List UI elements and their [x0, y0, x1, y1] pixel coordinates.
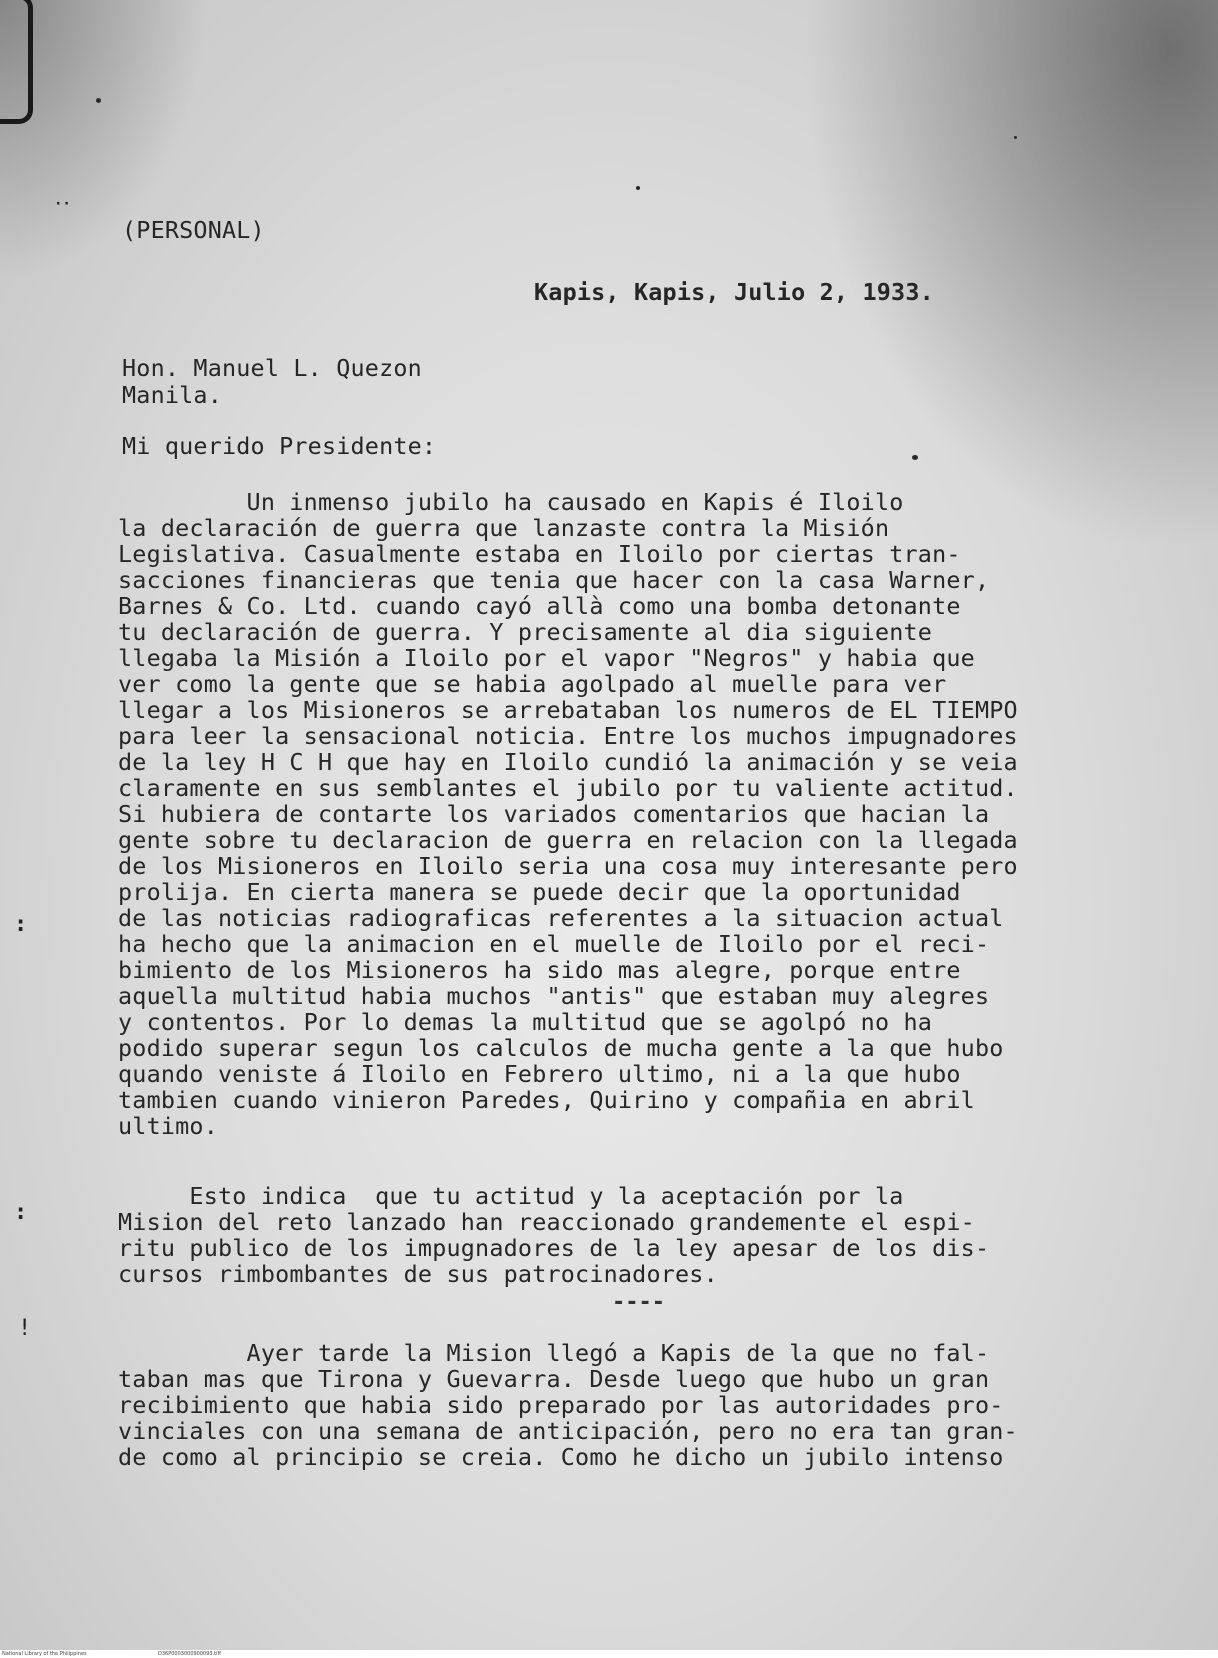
dust-speck	[96, 98, 101, 103]
body-line: Barnes & Co. Ltd. cuando cayó allà como una bomba detonante	[118, 592, 961, 620]
body-line: de la ley H C H que hay en Iloilo cundió la animación y se veia	[118, 748, 1018, 776]
body-line: quando veniste á Iloilo en Febrero ultimo, ni a la que hubo	[118, 1060, 961, 1088]
dust-speck	[1014, 136, 1017, 139]
body-line: bimiento de los Misioneros ha sido mas alegre, porque entre	[118, 956, 961, 984]
body-line: aquella multitud habia muchos "antis" que estaban muy alegres	[118, 982, 990, 1010]
body-line: gente sobre tu declaracion de guerra en relacion con la llegada	[118, 826, 1018, 854]
body-line: llegaba la Misión a Iloilo por el vapor "Negros" y habia que	[118, 644, 975, 672]
body-line: la declaración de guerra que lanzaste contra la Misión	[118, 514, 890, 542]
body-line: de como al principio se creia. Como he dicho un jubilo intenso	[118, 1443, 1004, 1471]
binder-clip	[0, 0, 33, 124]
margin-colon: :	[14, 912, 28, 937]
dust-speck	[636, 186, 640, 190]
body-line: recibimiento que habia sido preparado por las autoridades pro-	[118, 1391, 1004, 1419]
body-line: ha hecho que la animacion en el muelle de Iloilo por el reci-	[118, 930, 990, 958]
dust-speck	[912, 455, 918, 460]
body-line: de las noticias radiograficas referentes a la situacion actual	[118, 904, 1004, 932]
salutation: Mi querido Presidente:	[122, 432, 437, 460]
body-line: Mision del reto lanzado han reaccionado grandemente el espi-	[118, 1208, 975, 1236]
body-line: ver como la gente que se habia agolpado al muelle para ver	[118, 670, 947, 698]
body-line: Un inmenso jubilo ha causado en Kapis é Iloilo	[118, 488, 904, 516]
body-line: ritu publico de los impugnadores de la ley apesar de los dis-	[118, 1234, 990, 1262]
body-line: sacciones financieras que tenia que hacer con la casa Warner,	[118, 566, 990, 594]
footer-file-id: D36P0003000900093.tiff	[158, 1651, 221, 1657]
margin-dots: ··	[54, 196, 71, 212]
recipient-city: Manila.	[122, 381, 222, 409]
body-line: para leer la sensacional noticia. Entre los muchos impugnadores	[118, 722, 1018, 750]
body-line: tu declaración de guerra. Y precisamente al dia siguiente	[118, 618, 933, 646]
body-line: de los Misioneros en Iloilo seria una cosa muy interesante pero	[118, 852, 1018, 880]
personal-marking: (PERSONAL)	[122, 216, 265, 244]
body-line: prolija. En cierta manera se puede decir que la oportunidad	[118, 878, 961, 906]
body-line: vinciales con una semana de anticipación, pero no era tan gran-	[118, 1417, 1018, 1445]
body-line: podido superar segun los calculos de mucha gente a la que hubo	[118, 1034, 1004, 1062]
recipient-name: Hon. Manuel L. Quezon	[122, 354, 422, 382]
body-line: Si hubiera de contarte los variados comentarios que hacian la	[118, 800, 990, 828]
section-separator: ----	[612, 1290, 665, 1315]
body-line: cursos rimbombantes de sus patrocinadores.	[118, 1260, 718, 1288]
footer-institution: National Library of the Philippines	[2, 1651, 87, 1657]
body-line: Legislativa. Casualmente estaba en Iloilo por ciertas tran-	[118, 540, 961, 568]
body-line: tambien cuando vinieron Paredes, Quirino y compañia en abril	[118, 1086, 975, 1114]
archive-footer	[0, 1650, 1218, 1658]
body-line: Ayer tarde la Mision llegó a Kapis de la que no fal-	[118, 1339, 990, 1367]
place-and-date: Kapis, Kapis, Julio 2, 1933.	[534, 278, 934, 306]
margin-colon: :	[14, 1200, 28, 1225]
body-line: Esto indica que tu actitud y la aceptación por la	[118, 1182, 904, 1210]
body-line: claramente en sus semblantes el jubilo por tu valiente actitud.	[118, 774, 1018, 802]
margin-tick: !	[18, 1316, 32, 1341]
body-line: llegar a los Misioneros se arrebataban los numeros de EL TIEMPO	[118, 696, 1018, 724]
body-line: taban mas que Tirona y Guevarra. Desde luego que hubo un gran	[118, 1365, 990, 1393]
body-line: y contentos. Por lo demas la multitud que se agolpó no ha	[118, 1008, 933, 1036]
body-line: ultimo.	[118, 1112, 218, 1140]
